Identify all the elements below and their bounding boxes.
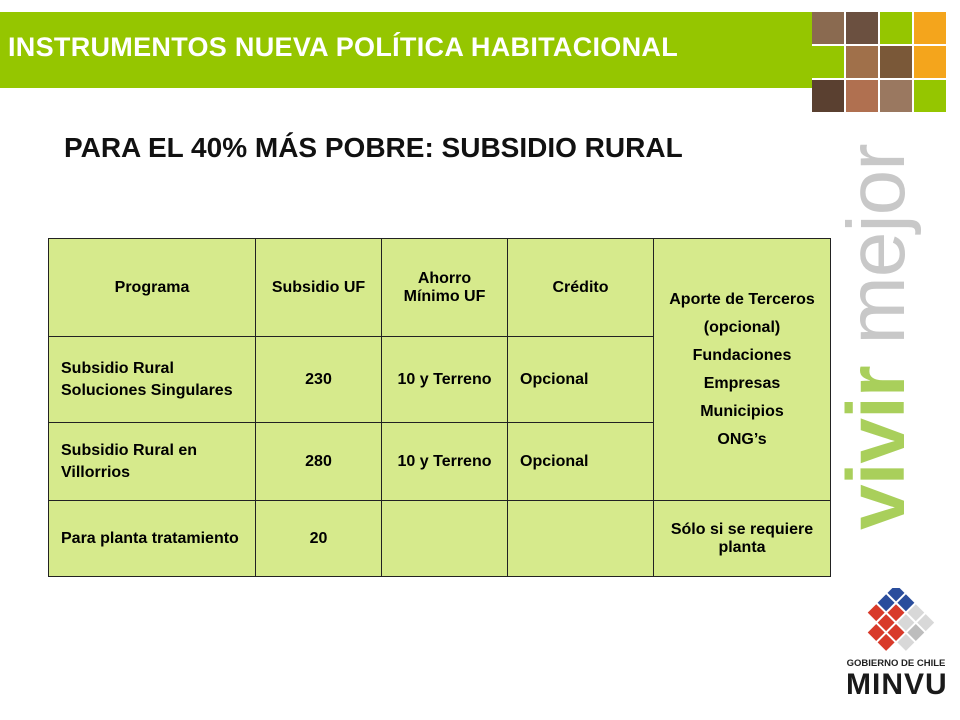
- aporte-terceros-cell: [654, 239, 831, 501]
- programa-cell: Subsidio Rural Soluciones Singulares: [49, 337, 256, 423]
- subsidio-cell: 20: [256, 501, 382, 577]
- section-heading: PARA EL 40% MÁS POBRE: SUBSIDIO RURAL: [64, 132, 683, 163]
- column-header: Crédito: [508, 239, 654, 337]
- programa-cell: Para planta tratamiento: [49, 501, 256, 577]
- color-tile: [914, 12, 946, 44]
- photo-tile: [846, 12, 878, 44]
- photo-tile: [846, 80, 878, 112]
- side-line: Fundaciones: [692, 346, 792, 364]
- subsidio-cell: 230: [256, 337, 382, 423]
- side-line: ONG’s: [717, 430, 767, 448]
- credito-cell: Opcional: [508, 337, 654, 423]
- table-row: [49, 501, 831, 577]
- subsidy-table: [48, 238, 831, 577]
- column-header: Ahorro Mínimo UF: [382, 239, 508, 337]
- color-tile: [880, 12, 912, 44]
- table-header-row: [49, 239, 831, 337]
- ahorro-cell: 10 y Terreno: [382, 337, 508, 423]
- color-tile: [914, 80, 946, 112]
- brand-word-right: mejor: [831, 144, 922, 367]
- ahorro-cell: 10 y Terreno: [382, 423, 508, 501]
- minvu-logo: [846, 588, 946, 706]
- column-header: Subsidio UF: [256, 239, 382, 337]
- logo-minvu-text: MINVU: [846, 668, 948, 701]
- photo-tile: [812, 80, 844, 112]
- photo-tile: [880, 46, 912, 78]
- credito-cell: [508, 501, 654, 577]
- gobierno-emblem-icon: [846, 588, 946, 658]
- side-line: Empresas: [703, 374, 781, 392]
- photo-tile: [846, 46, 878, 78]
- subsidio-cell: 280: [256, 423, 382, 501]
- color-tile: [812, 46, 844, 78]
- side-line: Aporte de Terceros: [669, 290, 815, 308]
- brand-slogan: [831, 144, 922, 530]
- color-tile: [914, 46, 946, 78]
- column-header: Programa: [49, 239, 256, 337]
- side-line: (opcional): [703, 318, 781, 336]
- page-title: INSTRUMENTOS NUEVA POLÍTICA HABITACIONAL: [8, 32, 678, 62]
- programa-cell: Subsidio Rural en Villorrios: [49, 423, 256, 501]
- ahorro-cell: [382, 501, 508, 577]
- photo-tile: [812, 12, 844, 44]
- logo-gobierno-text: GOBIERNO DE CHILE: [846, 658, 946, 669]
- photo-collage: [812, 12, 948, 114]
- photo-tile: [880, 80, 912, 112]
- planta-note-cell: Sólo si se requiere planta: [654, 501, 831, 577]
- credito-cell: Opcional: [508, 423, 654, 501]
- side-line: Municipios: [700, 402, 784, 420]
- brand-word-left: vivir: [831, 366, 922, 530]
